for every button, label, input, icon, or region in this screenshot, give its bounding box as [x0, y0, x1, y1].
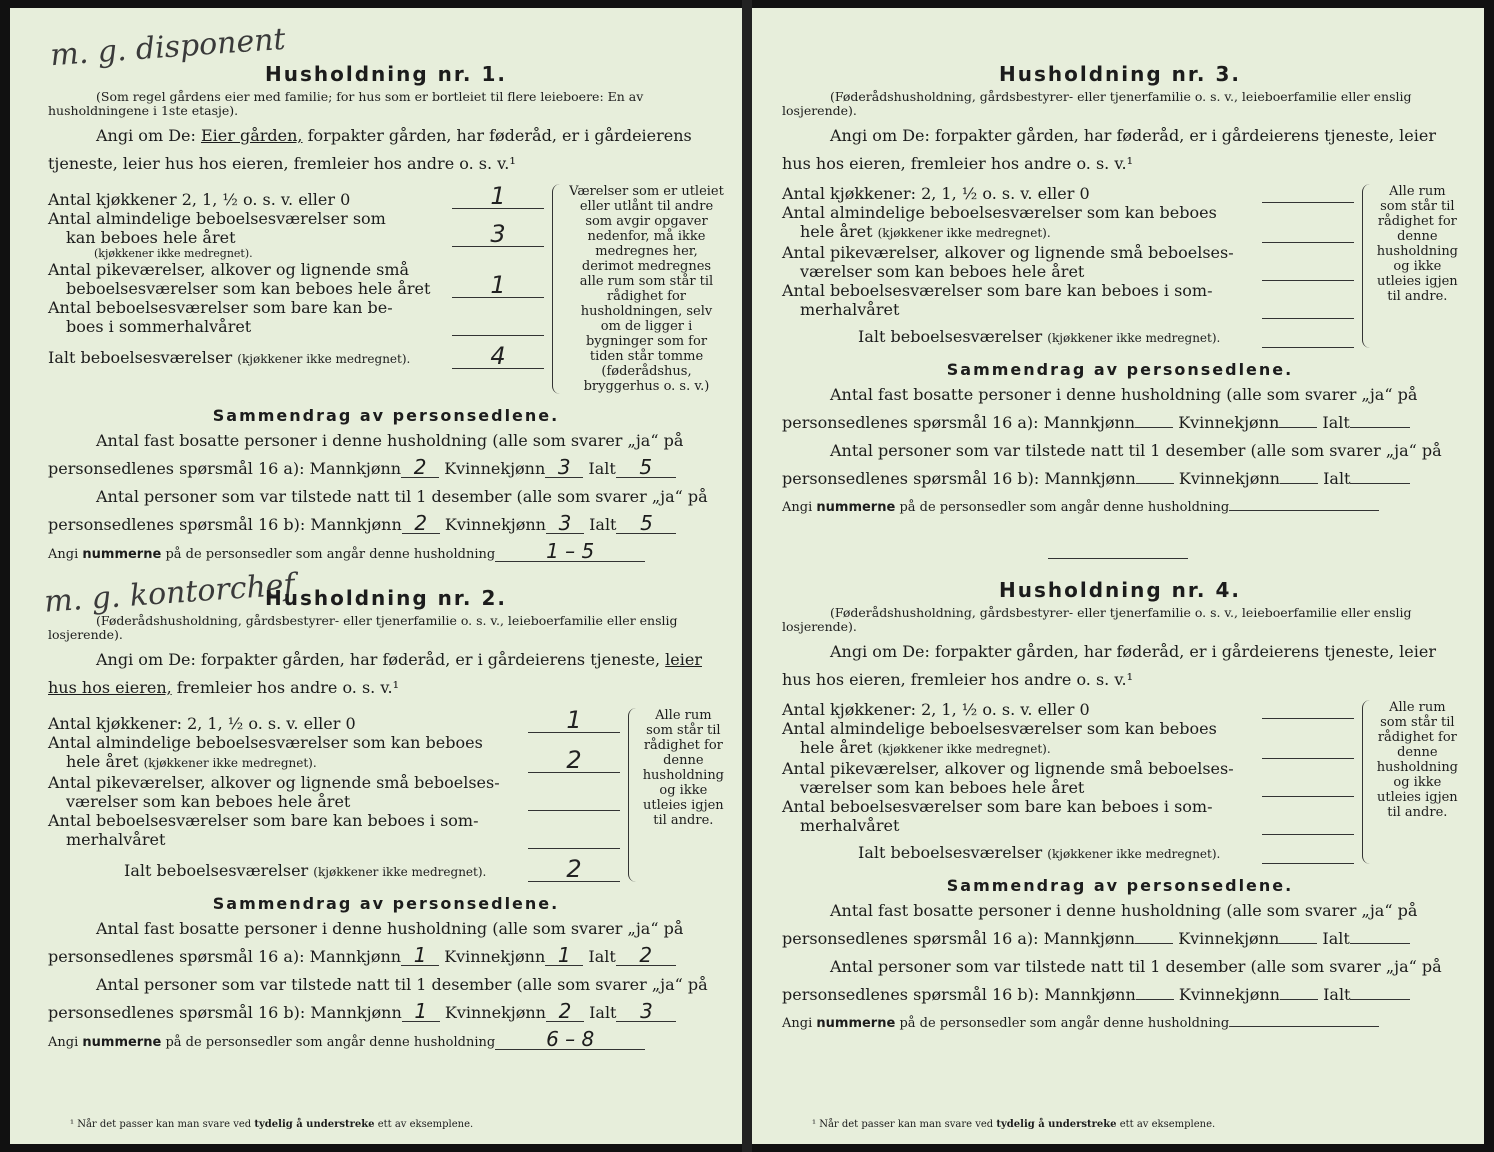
- alm-row: [782, 719, 1354, 759]
- alm-value: [1262, 242, 1354, 243]
- household-3-rooms: [782, 184, 1458, 348]
- pike-label: [48, 773, 528, 811]
- ialt-label-main: Ialt beboelsesværelser: [858, 843, 1043, 862]
- kjokken-row: [48, 184, 544, 209]
- sommer-label-a: Antal beboelsesværelser som bare kan beboes i som-: [48, 811, 479, 830]
- ialt-row: [48, 344, 544, 369]
- b-mann-value: 1: [402, 1001, 440, 1022]
- q16b-text: Antal personer som var tilstede natt til 1 desember (alle som svarer „ja“ på: [96, 487, 708, 506]
- side-note: [1362, 184, 1458, 348]
- kjokken-label: Antal kjøkkener: 2, 1, ½ o. s. v. eller 0: [48, 714, 356, 733]
- ialt-short-label: Ialt: [588, 947, 616, 966]
- kjokken-label: Antal kjøkkener: 2, 1, ½ o. s. v. eller 0: [782, 184, 1090, 203]
- ialt-label: [48, 861, 528, 882]
- sommer-label-b: merhalvåret: [800, 300, 900, 319]
- alm-row: [48, 733, 620, 773]
- alm-label: [48, 733, 528, 773]
- brace: [552, 184, 563, 394]
- kvinne-label: Kvinnekjønn: [444, 947, 546, 966]
- q16a-answers: [782, 925, 1458, 953]
- q16a-label: personsedlenes spørsmål 16 a):: [782, 413, 1039, 432]
- sommer-label: [782, 797, 1262, 835]
- a-kvinne-value: 1: [545, 945, 583, 966]
- footnote-a: ¹ Når det passer kan man svare ved: [70, 1119, 252, 1130]
- q16b-label: personsedlenes spørsmål 16 b):: [782, 469, 1040, 488]
- mann-label: Mannkjønn: [309, 947, 402, 966]
- angi-options-rest: fremleier hos andre o. s. v.¹: [910, 670, 1133, 689]
- b-ialt-value: [1350, 999, 1410, 1000]
- household-4-angi: [782, 638, 1458, 694]
- household-2-summary: [48, 894, 724, 1056]
- side-note: [628, 708, 724, 882]
- pike-label-b: værelser som kan beboes hele året: [66, 792, 351, 811]
- q16b-text: Antal personer som var tilstede natt til 1 desember (alle som svarer „ja“ på: [830, 441, 1442, 460]
- b-mann-value: 2: [402, 513, 440, 534]
- kvinne-label: Kvinnekjønn: [1178, 929, 1280, 948]
- handwritten-note-h2: m. g. kontorchef: [43, 567, 296, 620]
- household-3-summary: [782, 360, 1458, 521]
- household-4-section: [782, 578, 1458, 1037]
- brace: [628, 708, 637, 882]
- sommer-label-b: boes i sommerhalvåret: [66, 317, 252, 336]
- household-2-note: (Føderådshusholdning, gårdsbestyrer- eller tjenerfamilie o. s. v., leieboerfamilie eller enslig losjerende).: [48, 613, 678, 642]
- summary-title: Sammendrag av personsedlene.: [946, 876, 1294, 895]
- household-1-title: Husholdning nr. 1.: [265, 62, 507, 86]
- sommer-row: [48, 811, 620, 849]
- sommer-label-b: merhalvåret: [800, 816, 900, 835]
- alm-row: [48, 209, 544, 247]
- pike-label-a: Antal pikeværelser, alkover og lignende små: [48, 260, 410, 279]
- alm-label: [782, 719, 1262, 759]
- angi-option-eier: Eier gården,: [200, 126, 303, 145]
- mann-label: Mannkjønn: [309, 459, 402, 478]
- side-note: [1362, 700, 1458, 864]
- alm-label-b: hele året: [800, 738, 873, 757]
- angi-nummerne: [48, 541, 724, 568]
- alm-row: [782, 203, 1354, 243]
- brace: [1362, 184, 1371, 348]
- q16b-answers: [782, 981, 1458, 1009]
- q16a-label: personsedlenes spørsmål 16 a):: [48, 947, 305, 966]
- ialt-label-main: Ialt beboelsesværelser: [48, 348, 233, 367]
- pike-label: [48, 260, 452, 298]
- nummerne-value: 1 – 5: [495, 541, 645, 562]
- summary-title: Sammendrag av personsedlene.: [212, 894, 560, 913]
- angi-label: Angi om De:: [96, 126, 196, 145]
- angi-nummerne: [782, 1011, 1458, 1037]
- kjokken-row: [782, 700, 1354, 719]
- angi-num-c: på de personsedler som angår denne husholdning: [165, 547, 496, 562]
- pike-label-a: Antal pikeværelser, alkover og lignende små beboelses-: [782, 243, 1234, 262]
- household-1-summary: [48, 406, 724, 568]
- pike-value: 1: [452, 273, 544, 298]
- b-ialt-value: 5: [616, 513, 676, 534]
- q16a-label: personsedlenes spørsmål 16 a):: [782, 929, 1039, 948]
- alm-label-b: kan beboes hele året: [66, 228, 236, 247]
- mann-label: Mannkjønn: [1043, 413, 1136, 432]
- angi-num-b: nummerne: [816, 1016, 896, 1031]
- handwritten-note-h1: m. g. disponent: [49, 21, 287, 74]
- household-1-section: [48, 62, 724, 568]
- kjokken-row: [782, 184, 1354, 203]
- a-ialt-value: [1350, 427, 1410, 428]
- ialt-row: [48, 857, 620, 882]
- angi-options-rest: forpakter gården, har føderåd, er i gårdeierens tjeneste, leier hus hos eieren, fremleier hos andre o. s. v.¹: [48, 126, 692, 173]
- pike-value: [1262, 280, 1354, 281]
- sommer-label-b: merhalvåret: [66, 830, 166, 849]
- q16a-answers: [782, 409, 1458, 437]
- nummerne-value: 6 – 8: [495, 1029, 645, 1050]
- ialt-row: [782, 327, 1354, 348]
- sommer-label: [782, 281, 1262, 319]
- alm-sub: (kjøkkener ikke medregnet).: [94, 247, 253, 260]
- left-page: [10, 8, 742, 1144]
- alm-sub: (kjøkkener ikke medregnet).: [877, 742, 1051, 756]
- kjokken-value: [1262, 202, 1354, 203]
- nummerne-value: [1229, 510, 1379, 511]
- nummerne-value: [1229, 1026, 1379, 1027]
- ialt-label-sub: (kjøkkener ikke medregnet).: [237, 352, 411, 366]
- pike-value: [1262, 796, 1354, 797]
- sommer-row: [48, 298, 544, 336]
- footnote-a: ¹ Når det passer kan man svare ved: [812, 1119, 994, 1130]
- side-note-text: Alle rum som står til rådighet for denne husholdning og ikke utleies igjen til andre.: [1376, 184, 1459, 304]
- alm-label: [782, 203, 1262, 243]
- household-1-note: (Som regel gårdens eier med familie; for hus som er bortleiet til flere leieboere: En av husholdningene i 1ste etasje).: [48, 89, 644, 118]
- ialt-value: 4: [452, 344, 544, 369]
- angi-num-b: nummerne: [816, 500, 896, 515]
- alm-label-b: hele året: [66, 752, 139, 771]
- ialt-short-label: Ialt: [589, 1003, 617, 1022]
- alm-label-a: Antal almindelige beboelsesværelser som kan beboes: [782, 719, 1217, 738]
- b-kvinne-value: 3: [546, 513, 584, 534]
- summary-title: Sammendrag av personsedlene.: [212, 406, 560, 425]
- angi-options: forpakter gården, har føderåd, er i gårdeierens tjeneste,: [934, 642, 1395, 661]
- angi-option-leier: leier hus hos eieren,: [48, 650, 702, 697]
- kjokken-value: 1: [528, 708, 620, 733]
- pike-row: [782, 759, 1354, 797]
- ialt-short-label: Ialt: [588, 459, 616, 478]
- pike-label-a: Antal pikeværelser, alkover og lignende små beboelses-: [782, 759, 1234, 778]
- footnote-c: ett av eksemplene.: [377, 1119, 474, 1130]
- ialt-short-label: Ialt: [589, 515, 617, 534]
- ialt-label: [782, 327, 1262, 348]
- pike-row: [782, 243, 1354, 281]
- side-note-text: Alle rum som står til rådighet for denne husholdning og ikke utleies igjen til andre.: [642, 708, 725, 828]
- q16a-text: Antal fast bosatte personer i denne husholdning (alle som svarer „ja“ på: [96, 919, 684, 938]
- pike-label-b: beboelsesværelser som kan beboes hele året: [66, 279, 431, 298]
- q16b-label: personsedlenes spørsmål 16 b):: [782, 985, 1040, 1004]
- kjokken-label: Antal kjøkkener 2, 1, ½ o. s. v. eller 0: [48, 190, 351, 209]
- a-kvinne-value: [1279, 427, 1317, 428]
- angi-num-c: på de personsedler som angår denne husholdning: [165, 1035, 496, 1050]
- q16b-answers: [782, 465, 1458, 493]
- angi-label: Angi om De:: [830, 126, 930, 145]
- a-kvinne-value: [1279, 943, 1317, 944]
- alm-label-a: Antal almindelige beboelsesværelser som: [48, 209, 386, 228]
- footnote-c: ett av eksemplene.: [1119, 1119, 1216, 1130]
- right-page: [752, 8, 1484, 1144]
- q16b-answers: [48, 999, 724, 1027]
- mann-label: Mannkjønn: [1044, 985, 1136, 1004]
- kvinne-label: Kvinnekjønn: [444, 459, 546, 478]
- q16b-answers: [48, 511, 724, 539]
- pike-row: [48, 260, 544, 298]
- kvinne-label: Kvinnekjønn: [444, 515, 546, 534]
- ialt-label-main: Ialt beboelsesværelser: [858, 327, 1043, 346]
- sommer-label: [48, 298, 452, 336]
- angi-num-a: Angi: [782, 500, 813, 515]
- a-mann-value: [1135, 427, 1173, 428]
- ialt-label: [48, 348, 452, 369]
- alm-label-b: hele året: [800, 222, 873, 241]
- alm-sub: (kjøkkener ikke medregnet).: [877, 226, 1051, 240]
- q16b-label: personsedlenes spørsmål 16 b):: [48, 515, 306, 534]
- sommer-value: [1262, 834, 1354, 835]
- alm-value: [1262, 758, 1354, 759]
- q16b-text: Antal personer som var tilstede natt til 1 desember (alle som svarer „ja“ på: [96, 975, 708, 994]
- sommer-label-a: Antal beboelsesværelser som bare kan beboes i som-: [782, 281, 1213, 300]
- ialt-value: [1262, 863, 1354, 864]
- angi-options: forpakter gården, har føderåd, er i gårdeierens tjeneste,: [934, 126, 1395, 145]
- kvinne-label: Kvinnekjønn: [1178, 985, 1280, 1004]
- sommer-label-a: Antal beboelsesværelser som bare kan beboes i som-: [782, 797, 1213, 816]
- q16a-text: Antal fast bosatte personer i denne husholdning (alle som svarer „ja“ på: [830, 385, 1418, 404]
- ialt-short-label: Ialt: [1323, 469, 1351, 488]
- angi-options-rest: fremleier hos andre o. s. v.¹: [176, 678, 399, 697]
- a-ialt-value: 2: [616, 945, 676, 966]
- angi-label: Angi om De:: [830, 642, 930, 661]
- household-4-summary: [782, 876, 1458, 1037]
- angi-num-c: på de personsedler som angår denne husholdning: [899, 500, 1230, 515]
- b-kvinne-value: [1280, 483, 1318, 484]
- angi-num-c: på de personsedler som angår denne husholdning: [899, 1016, 1230, 1031]
- pike-value: [528, 810, 620, 811]
- pike-label-b: værelser som kan beboes hele året: [800, 778, 1085, 797]
- side-note: [552, 184, 724, 394]
- ialt-label-main: Ialt beboelsesværelser: [124, 861, 309, 880]
- angi-num-b: nummerne: [82, 547, 162, 562]
- mann-label: Mannkjønn: [1044, 469, 1136, 488]
- alm-value: 2: [528, 748, 620, 773]
- mann-label: Mannkjønn: [310, 1003, 402, 1022]
- sommer-value: [528, 848, 620, 849]
- footnote: [812, 1119, 1215, 1130]
- angi-nummerne: [782, 495, 1458, 521]
- household-4-note: (Føderådshusholdning, gårdsbestyrer- eller tjenerfamilie o. s. v., leieboerfamilie eller enslig losjerende).: [782, 605, 1412, 634]
- b-mann-value: [1136, 999, 1174, 1000]
- a-ialt-value: 5: [616, 457, 676, 478]
- angi-num-a: Angi: [48, 1035, 79, 1050]
- household-3-angi: [782, 122, 1458, 178]
- b-kvinne-value: 2: [546, 1001, 584, 1022]
- side-note-text: Værelser som er utleiet eller utlånt til andre som avgir opgaver nedenfor, må ikke medregnes her, derimot medregnes alle rum som står til rådighet for husholdningen, selv om de ligger i bygninger som for tiden står tomme (føderådshus, bryggerhus o. s. v.): [569, 184, 724, 394]
- b-ialt-value: 3: [616, 1001, 676, 1022]
- kvinne-label: Kvinnekjønn: [1178, 413, 1280, 432]
- mann-label: Mannkjønn: [1043, 929, 1136, 948]
- ialt-short-label: Ialt: [1322, 929, 1350, 948]
- summary-title: Sammendrag av personsedlene.: [946, 360, 1294, 379]
- household-2-rooms: [48, 708, 724, 882]
- angi-num-a: Angi: [48, 547, 79, 562]
- ialt-short-label: Ialt: [1322, 413, 1350, 432]
- household-1-rooms: [48, 184, 724, 394]
- a-ialt-value: [1350, 943, 1410, 944]
- sommer-label-a: Antal beboelsesværelser som bare kan be-: [48, 298, 393, 317]
- household-4-title: Husholdning nr. 4.: [999, 578, 1241, 602]
- angi-option-leier: leier hus hos eieren,: [782, 126, 1436, 173]
- section-divider: [1048, 558, 1188, 559]
- household-2-section: [48, 586, 724, 1056]
- b-ialt-value: [1350, 483, 1410, 484]
- sommer-value: [1262, 318, 1354, 319]
- alm-label-a: Antal almindelige beboelsesværelser som kan beboes: [782, 203, 1217, 222]
- kvinne-label: Kvinnekjønn: [1178, 469, 1280, 488]
- angi-num-a: Angi: [782, 1016, 813, 1031]
- angi-option-leier: leier hus hos eieren,: [782, 642, 1436, 689]
- q16a-answers: [48, 943, 724, 971]
- mann-label: Mannkjønn: [310, 515, 402, 534]
- alm-sub: (kjøkkener ikke medregnet).: [143, 756, 317, 770]
- b-kvinne-value: [1280, 999, 1318, 1000]
- ialt-label-sub: (kjøkkener ikke medregnet).: [1047, 331, 1221, 345]
- q16a-label: personsedlenes spørsmål 16 a):: [48, 459, 305, 478]
- ialt-label-sub: (kjøkkener ikke medregnet).: [313, 865, 487, 879]
- angi-options-rest: fremleier hos andre o. s. v.¹: [910, 154, 1133, 173]
- household-2-angi: [48, 646, 724, 702]
- household-3-title: Husholdning nr. 3.: [999, 62, 1241, 86]
- side-note-text: Alle rum som står til rådighet for denne husholdning og ikke utleies igjen til andre.: [1376, 700, 1459, 820]
- alm-label: [48, 209, 452, 247]
- footnote-b: tydelig å understreke: [254, 1119, 375, 1130]
- household-4-rooms: [782, 700, 1458, 864]
- alm-value: 3: [452, 222, 544, 247]
- q16a-text: Antal fast bosatte personer i denne husholdning (alle som svarer „ja“ på: [830, 901, 1418, 920]
- sommer-row: [782, 281, 1354, 319]
- ialt-label: [782, 843, 1262, 864]
- ialt-short-label: Ialt: [1323, 985, 1351, 1004]
- q16b-label: personsedlenes spørsmål 16 b):: [48, 1003, 306, 1022]
- sommer-value: [452, 335, 544, 336]
- kvinne-label: Kvinnekjønn: [444, 1003, 546, 1022]
- angi-num-b: nummerne: [82, 1035, 162, 1050]
- kjokken-row: [48, 708, 620, 733]
- a-mann-value: [1135, 943, 1173, 944]
- kjokken-value: 1: [452, 184, 544, 209]
- angi-nummerne: [48, 1029, 724, 1056]
- ialt-label-sub: (kjøkkener ikke medregnet).: [1047, 847, 1221, 861]
- sommer-row: [782, 797, 1354, 835]
- q16a-text: Antal fast bosatte personer i denne husholdning (alle som svarer „ja“ på: [96, 431, 684, 450]
- pike-label-a: Antal pikeværelser, alkover og lignende små beboelses-: [48, 773, 500, 792]
- angi-label: Angi om De:: [96, 650, 196, 669]
- pike-label-b: værelser som kan beboes hele året: [800, 262, 1085, 281]
- kjokken-label: Antal kjøkkener: 2, 1, ½ o. s. v. eller 0: [782, 700, 1090, 719]
- footnote: [70, 1119, 473, 1130]
- q16a-answers: [48, 455, 724, 483]
- household-1-angi: [48, 122, 724, 178]
- ialt-value: [1262, 347, 1354, 348]
- footnote-b: tydelig å understreke: [996, 1119, 1117, 1130]
- household-3-note: (Føderådshusholdning, gårdsbestyrer- eller tjenerfamilie o. s. v., leieboerfamilie eller enslig losjerende).: [782, 89, 1412, 118]
- a-mann-value: 2: [401, 457, 439, 478]
- pike-label: [782, 243, 1262, 281]
- book-spine: [742, 0, 752, 1152]
- sommer-label: [48, 811, 528, 849]
- kjokken-value: [1262, 718, 1354, 719]
- angi-options: forpakter gården, har føderåd, er i gårdeierens tjeneste,: [200, 650, 661, 669]
- pike-row: [48, 773, 620, 811]
- a-kvinne-value: 3: [545, 457, 583, 478]
- b-mann-value: [1136, 483, 1174, 484]
- ialt-row: [782, 843, 1354, 864]
- alm-label-a: Antal almindelige beboelsesværelser som kan beboes: [48, 733, 483, 752]
- q16b-text: Antal personer som var tilstede natt til 1 desember (alle som svarer „ja“ på: [830, 957, 1442, 976]
- brace: [1362, 700, 1371, 864]
- a-mann-value: 1: [401, 945, 439, 966]
- household-3-section: [782, 62, 1458, 521]
- pike-label: [782, 759, 1262, 797]
- household-2-title: Husholdning nr. 2.: [265, 586, 507, 610]
- ialt-value: 2: [528, 857, 620, 882]
